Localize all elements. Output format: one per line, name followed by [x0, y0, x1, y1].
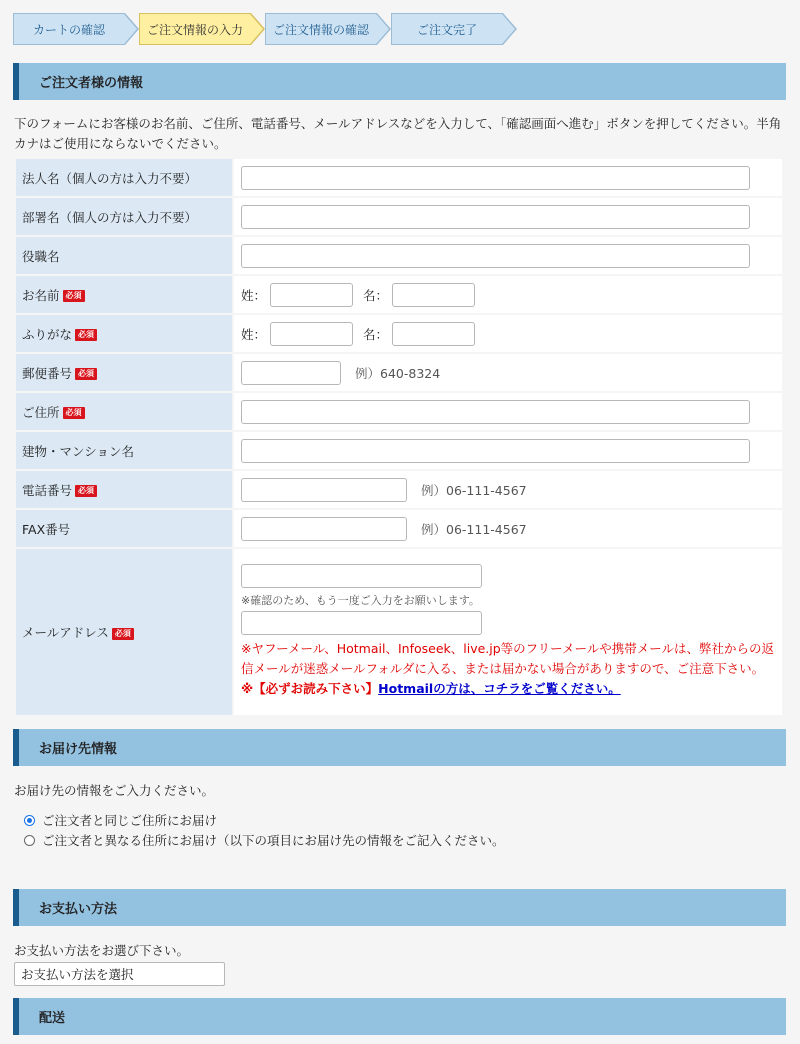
step-cart: カートの確認: [13, 13, 125, 45]
form-row-name: [16, 276, 782, 313]
address-input[interactable]: [241, 400, 750, 424]
payment-method-select[interactable]: [14, 962, 225, 986]
postal-example: 例）640-8324: [355, 365, 441, 381]
form-row-address: [16, 393, 782, 430]
form-row-fax: [16, 510, 782, 547]
form-row-department: [16, 198, 782, 235]
step-order-complete: ご注文完了: [391, 13, 503, 45]
first-name-input[interactable]: [392, 283, 475, 307]
required-badge: 必須: [63, 407, 85, 419]
delivery-option-different-label: ご注文者と異なる住所にお届け（以下の項目にお届け先の情報をご記入ください。: [42, 833, 505, 848]
must-read-label: ※【必ずお読み下さい】: [241, 681, 379, 696]
email-label: メールアドレス: [22, 625, 109, 640]
checkout-steps: [13, 13, 517, 45]
last-name-kana-input[interactable]: [270, 322, 353, 346]
required-badge: 必須: [75, 368, 97, 380]
first-name-kana-input[interactable]: [392, 322, 475, 346]
fax-label: FAX番号: [16, 510, 232, 547]
step-order-confirm: ご注文情報の確認: [265, 13, 377, 45]
orderer-intro: 下のフォームにお客様のお名前、ご住所、電話番号、メールアドレスなどを入力して、「確認画面へ進む」ボタンを押してください。半角カナはご使用にならないでください。: [14, 116, 782, 151]
hotmail-link[interactable]: Hotmailの方は、コチラをご覧ください。: [378, 681, 621, 696]
postal-label: 郵便番号: [22, 365, 73, 381]
email-confirm-input[interactable]: [241, 611, 482, 635]
required-badge: 必須: [63, 290, 85, 302]
delivery-section-header: お届け先情報: [13, 729, 786, 766]
phone-label-cell: [16, 471, 232, 508]
phone-example: 例）06-111-4567: [421, 482, 527, 498]
furigana-label: ふりがな: [22, 326, 73, 342]
delivery-option-different[interactable]: [24, 831, 505, 849]
department-input[interactable]: [241, 205, 750, 229]
company-label: 法人名（個人の方は入力不要）: [16, 159, 232, 196]
last-name-input[interactable]: [270, 283, 353, 307]
form-row-postal: [16, 354, 782, 391]
department-label: 部署名（個人の方は入力不要）: [16, 198, 232, 235]
shipping-section-header: 配送: [13, 998, 786, 1035]
postal-input[interactable]: [241, 361, 341, 385]
delivery-intro: お届け先の情報をご入力ください。: [14, 783, 215, 798]
last-name-label: 姓：: [241, 287, 267, 303]
first-name-label: 名：: [363, 287, 389, 303]
fax-example: 例）06-111-4567: [421, 521, 527, 537]
radio-different-address[interactable]: [24, 835, 35, 846]
form-row-furigana: [16, 315, 782, 352]
required-badge: 必須: [112, 628, 134, 640]
phone-input[interactable]: [241, 478, 407, 502]
name-label: お名前: [22, 287, 60, 303]
required-badge: 必須: [75, 485, 97, 497]
first-name-kana-label: 名：: [363, 326, 389, 342]
email-warning: ※ヤフーメール、Hotmail、Infoseek、live.jp等のフリーメールや携帯メールは、弊社からの返信メールが迷惑メールフォルダに入る、または届かない場合がありますので、ご注意下さい。: [241, 641, 775, 676]
delivery-option-same-label: ご注文者と同じご住所にお届け: [42, 813, 218, 828]
fax-input[interactable]: [241, 517, 407, 541]
delivery-option-same[interactable]: [24, 811, 217, 829]
step-order-input: ご注文情報の入力: [139, 13, 251, 45]
orderer-section-header: ご注文者様の情報: [13, 63, 786, 100]
form-row-position: [16, 237, 782, 274]
position-input[interactable]: [241, 244, 750, 268]
payment-section-header: お支払い方法: [13, 889, 786, 926]
form-row-phone: [16, 471, 782, 508]
company-input[interactable]: [241, 166, 750, 190]
payment-intro: お支払い方法をお選び下さい。: [14, 943, 190, 958]
form-row-company: [16, 159, 782, 196]
name-label-cell: [16, 276, 232, 313]
position-label: 役職名: [16, 237, 232, 274]
radio-same-address[interactable]: [24, 815, 35, 826]
building-label: 建物・マンション名: [16, 432, 232, 469]
building-input[interactable]: [241, 439, 750, 463]
form-row-email: [16, 549, 782, 715]
form-row-building: [16, 432, 782, 469]
last-name-kana-label: 姓：: [241, 326, 267, 342]
email-label-cell: [16, 549, 232, 715]
required-badge: 必須: [75, 329, 97, 341]
furigana-label-cell: [16, 315, 232, 352]
postal-label-cell: [16, 354, 232, 391]
phone-label: 電話番号: [22, 482, 73, 498]
email-input[interactable]: [241, 564, 482, 588]
address-label-cell: [16, 393, 232, 430]
address-label: ご住所: [22, 404, 60, 420]
orderer-form: [14, 157, 784, 717]
email-confirm-note: ※確認のため、もう一度ご入力をお願いします。: [241, 594, 480, 607]
payment-method-value: お支払い方法を選択: [21, 967, 134, 982]
